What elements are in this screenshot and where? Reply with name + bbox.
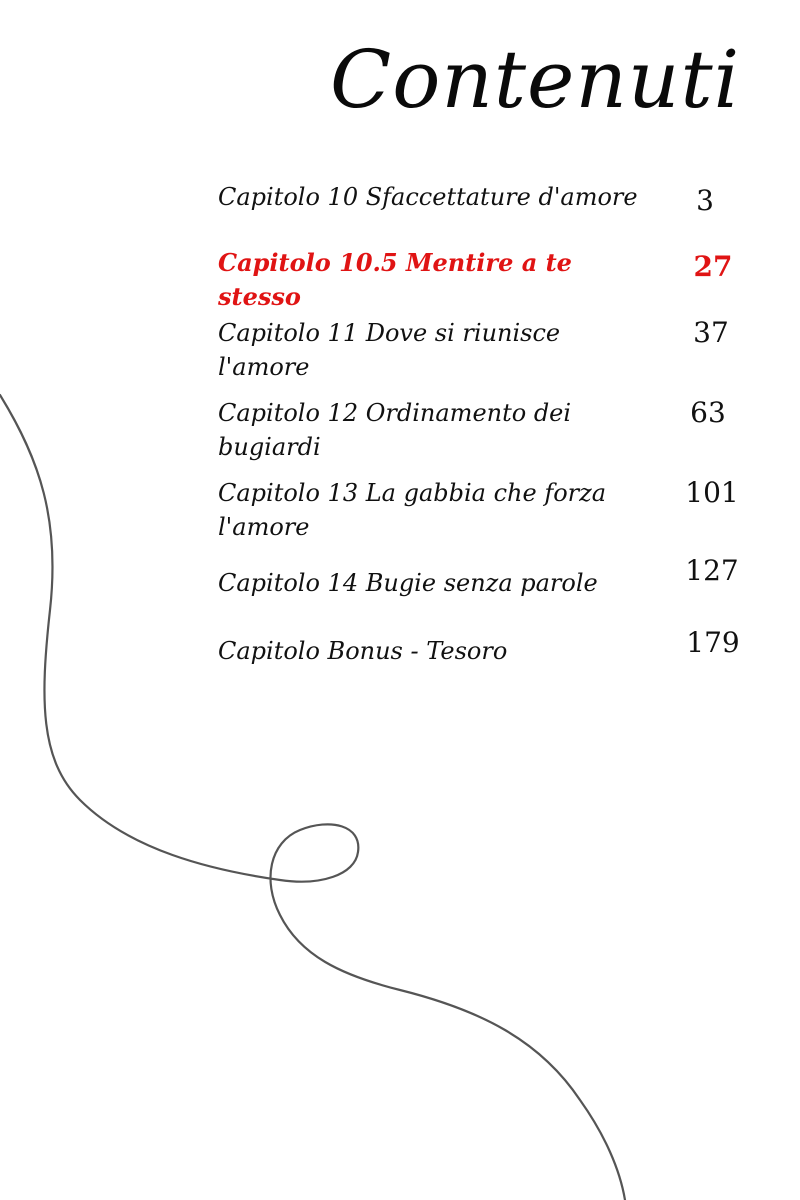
- toc-entry-title: Capitolo Bonus - Tesoro: [218, 637, 508, 665]
- toc-entry-page: 179: [686, 626, 740, 659]
- toc-entry-title: Capitolo 12 Ordinamento dei bugiardi: [218, 399, 572, 461]
- toc-entry-page: 101: [685, 476, 739, 509]
- toc-entry-title: Capitolo 13 La gabbia che forza l'amore: [218, 479, 607, 541]
- toc-entry-page: 127: [685, 554, 739, 587]
- toc-entry-page: 63: [690, 396, 726, 429]
- toc-entry-title: Capitolo 14 Bugie senza parole: [218, 569, 598, 597]
- toc-entry-title: Capitolo 10 Sfaccettature d'amore: [218, 183, 638, 211]
- toc-entry-page: 3: [696, 184, 714, 217]
- toc-entry-page: 37: [693, 316, 729, 349]
- toc-entry-title: Capitolo 10.5 Mentire a te stesso: [218, 248, 572, 311]
- page-title: Contenuti: [330, 33, 741, 126]
- toc-entry-title: Capitolo 11 Dove si riunisce l'amore: [218, 319, 561, 381]
- toc-entry-page: 27: [693, 250, 733, 283]
